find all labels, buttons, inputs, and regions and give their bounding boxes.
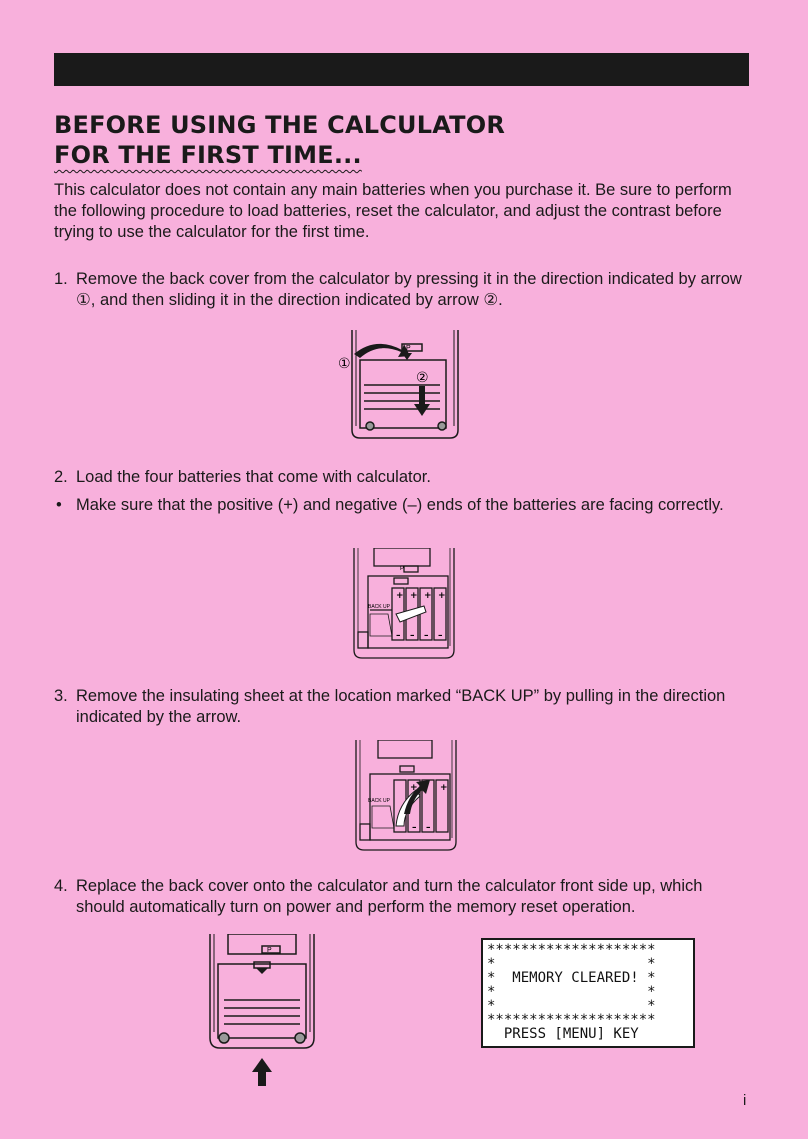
bullet: •: [56, 496, 62, 514]
page-number: i: [743, 1092, 747, 1109]
plus-label-5: +: [410, 783, 418, 793]
minus-label-4: –: [438, 631, 443, 641]
step-4-number: 4.: [54, 877, 68, 895]
step-4-text: Replace the back cover onto the calculator and turn the calculator front side up, which should automatically turn on power and perform the memory reset operation.: [76, 877, 703, 916]
minus-label-5: –: [412, 823, 417, 833]
page-title: [54, 110, 505, 170]
figure-battery-loading: [348, 548, 460, 662]
step-3-number: 3.: [54, 687, 68, 705]
backup-label-2: BACK UP: [368, 798, 390, 804]
screen-line-5: * *: [487, 998, 656, 1014]
p-mark-label-3: P: [267, 947, 272, 954]
step-4: [54, 876, 754, 918]
figure-insulating-sheet: [350, 740, 462, 854]
step-2-note: [54, 495, 754, 516]
step-1-text: Remove the back cover from the calculator by pressing it in the direction indicated by arrow ①, and then sliding it in the direction indicated by arrow ②.: [76, 270, 742, 309]
plus-label-3: +: [424, 591, 432, 601]
backup-label: BACK UP: [368, 604, 390, 610]
step-2-note-text: Make sure that the positive (+) and negative (–) ends of the batteries are facing correctly.: [76, 496, 724, 514]
plus-label-4: +: [438, 591, 446, 601]
figure-replace-cover: [200, 934, 330, 1088]
screen-line-1: ********************: [487, 942, 656, 958]
plus-label-2: +: [410, 591, 418, 601]
arrow-1-label: ①: [338, 356, 351, 372]
p-mark-label-2: P: [400, 566, 405, 572]
screen-line-7: PRESS [MENU] KEY: [487, 1026, 639, 1042]
intro-paragraph: This calculator does not contain any main batteries when you purchase it. Be sure to perform the following procedure to load batteries, reset the calculator, and adjust the contrast before trying to use the calculator for the first time.: [54, 181, 732, 241]
figure-back-cover-removal: [330, 330, 470, 442]
step-2-text: Load the four batteries that come with calculator.: [76, 468, 431, 486]
calculator-screen: [481, 938, 695, 1048]
minus-label-6: –: [426, 823, 431, 833]
title-line-1: BEFORE USING THE CALCULATOR: [54, 111, 506, 139]
step-3: [54, 686, 754, 728]
title-line-2: FOR THE FIRST TIME...: [54, 141, 362, 169]
screen-line-2: * *: [487, 956, 656, 972]
minus-label-1: –: [396, 631, 401, 641]
step-2-number: 2.: [54, 468, 68, 486]
step-3-text: Remove the insulating sheet at the location marked “BACK UP” by pulling in the direction indicated by the arrow.: [76, 687, 726, 726]
p-mark-label: P: [406, 345, 411, 352]
plus-label-1: +: [396, 591, 404, 601]
minus-label-2: –: [410, 631, 415, 641]
minus-label-3: –: [424, 631, 429, 641]
screen-line-6: ********************: [487, 1012, 656, 1028]
screen-line-3: * MEMORY CLEARED! *: [487, 970, 656, 986]
header-bar: [54, 53, 749, 86]
step-1: [54, 269, 754, 311]
step-1-number: 1.: [54, 270, 68, 288]
screen-line-4: * *: [487, 984, 656, 1000]
plus-label-6: +: [440, 783, 448, 793]
arrow-2-label: ②: [416, 370, 429, 386]
step-2: [54, 467, 754, 488]
